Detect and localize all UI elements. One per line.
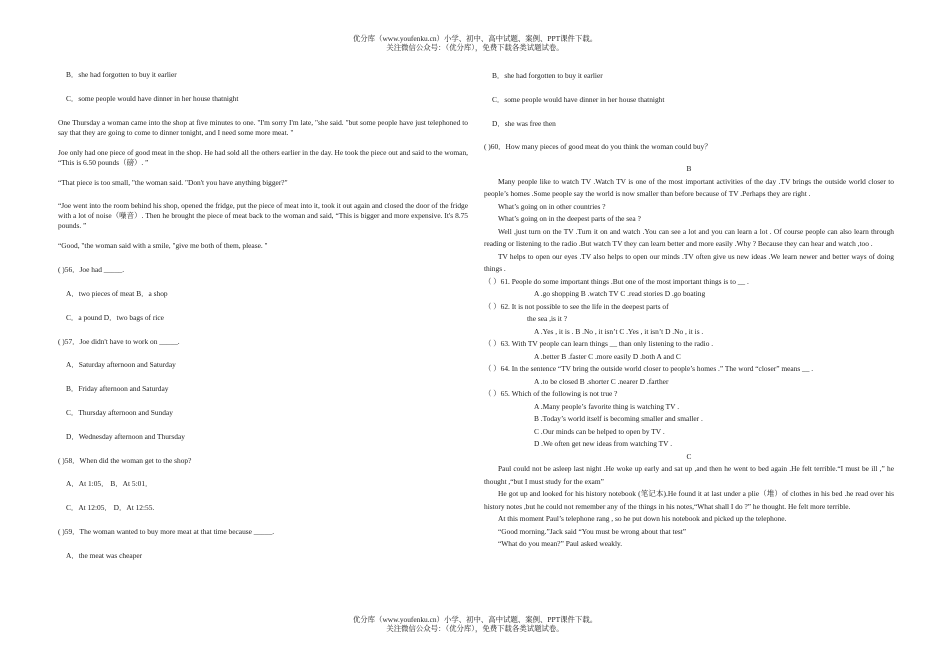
- section-c-paragraph-1: Paul could not be asleep last night .He woke up early and sat up ,and then he went to bed again .He felt terrible.“I must be ill ,” he thought ,“but I must study for the exam”: [484, 464, 894, 486]
- left-column: [58, 70, 468, 575]
- section-b-heading: B: [686, 164, 692, 174]
- question-65-option-a: A .Many people’s favorite thing is watching TV .: [534, 401, 680, 411]
- right-option-d: D．she was free then: [492, 118, 556, 128]
- header-line-1: 优分库（www.youfenku.cn）小学、初中、高中试题、案例、PPT课件下载。: [352, 34, 598, 43]
- section-b-paragraph-1: Many people like to watch TV .Watch TV is one of the most important activities of the day .TV brings the outside world closer to people’s homes .Some people say the world is now smaller than before because of TV .Perhaps they are right .: [484, 176, 894, 199]
- question-58-options-cd: C．At 12:05． D．At 12:55.: [66, 503, 155, 513]
- question-63-options: A .better B .faster C .more easily D .both A and C: [534, 351, 681, 361]
- header-line-2: 关注微信公众号：（优分库），免费下载各类试题试卷。: [386, 43, 564, 52]
- question-65-option-b: B .Today’s world itself is becoming smaller and smaller .: [534, 414, 703, 424]
- option-b-top: B．she had forgotten to buy it earlier: [66, 70, 177, 79]
- question-60: ( )60．How many pieces of good meat do you think the woman could buy？: [484, 142, 712, 152]
- question-62-continued: the sea ,is it ?: [527, 314, 568, 324]
- question-59-option-a: A．the meat was cheaper: [66, 550, 143, 560]
- story-paragraph-2: Joe only had one piece of good meat in the shop. He had sold all the others earlier in the day. He took the piece out and said to the woman, “This is 6.50 pounds（磅）. ”: [58, 147, 468, 167]
- question-57: ( )57．Joe didn't have to work on _____.: [58, 336, 180, 346]
- section-c-paragraph-5: “What do you mean?” Paul asked weakly.: [498, 539, 623, 549]
- option-c-top: C．some people would have dinner in her house thatnight: [66, 93, 239, 103]
- story-paragraph-5: “Good, "the woman said with a smile, "give me both of them, please. ": [58, 241, 268, 251]
- section-c-paragraph-2: He got up and looked for his history notebook (笔记本).He found it at last under a plie（堆）of clothes in his bed .he read over his history notes ,but he could not remember any of the things in his notes,“What shall I do ?” he thought. He felt more terrible.: [484, 489, 894, 511]
- section-b-line-2: What’s going on in the deepest parts of the sea ?: [498, 214, 641, 224]
- question-65-option-c: C .Our minds can be helped to open by TV .: [534, 426, 665, 436]
- footer-line-1: 优分库（www.youfenku.cn）小学、初中、高中试题、案例、PPT课件下载。: [352, 615, 598, 624]
- question-62: （ ）62. It is not possible to see the life in the deepest parts of: [484, 301, 669, 311]
- question-64: （ ）64. In the sentence “TV bring the outside world closer to people’s homes .” The word “closer” means __ .: [484, 364, 814, 374]
- question-65: （ ）65. Which of the following is not true ?: [484, 389, 618, 399]
- right-column: [484, 70, 894, 551]
- section-b-paragraph-2: Well ,just turn on the TV .Turn it on and watch .You can see a lot and you can learn a lot . Of course people can also learn through reading or listening to the radio .But watch TV they can learn better and more easily .Why ? Because they can hear and watch ,too .: [484, 226, 894, 249]
- story-paragraph-4: “Joe went into the room behind his shop, opened the fridge, put the piece of meat into it, took it out again and closed the door of the fridge with a lot of noise（噪音）. Then he brought the piece of meat back to the woman and said, “This is bigger and more expensive. It's 8.75 pounds. ”: [58, 201, 468, 231]
- question-58: ( )58．When did the woman get to the shop?: [58, 455, 192, 465]
- section-c-paragraph-3: At this moment Paul’s telephone rang , so he put down his notebook and picked up the telephone.: [498, 514, 787, 524]
- question-58-options-ab: A．At 1:05． B．At 5:01．: [66, 479, 153, 489]
- question-57-option-c: C．Thursday afternoon and Sunday: [66, 407, 173, 417]
- footer-line-2: 关注微信公众号：（优分库），免费下载各类试题试卷。: [386, 624, 564, 633]
- question-62-options: A .Yes , it is . B .No , it isn’t C .Yes , it isn’t D .No , it is .: [534, 326, 704, 336]
- right-option-c: C．some people would have dinner in her house thatnight: [492, 94, 665, 104]
- question-57-option-b: B．Friday afternoon and Saturday: [66, 384, 169, 394]
- question-64-options: A .to be closed B .shorter C .nearer D .farther: [534, 376, 669, 386]
- page-header: [0, 34, 950, 52]
- page-footer: [0, 615, 950, 633]
- question-57-option-d: D．Wednesday afternoon and Thursday: [66, 431, 185, 441]
- question-59: ( )59．The woman wanted to buy more meat at that time because _____.: [58, 526, 275, 536]
- question-57-option-a: A．Saturday afternoon and Saturday: [66, 360, 176, 370]
- story-paragraph-1: One Thursday a woman came into the shop at five minutes to one. "I'm sorry I'm late, "she said. "but some people have just telephoned to say that they are going to come to dinner tonight, and I need some more meat. ": [58, 117, 468, 137]
- section-c-paragraph-4: “Good morning.”Jack said “You must be wrong about that test”: [498, 526, 687, 536]
- question-65-option-d: D .We often get new ideas from watching TV .: [534, 439, 673, 449]
- section-b-line-1: What’s going on in other countries ?: [498, 201, 606, 211]
- question-56-options-cd: C．a pound D．two bags of rice: [66, 312, 164, 322]
- question-56: ( )56．Joe had _____.: [58, 265, 125, 275]
- question-61: （ ）61. People do some important things .But one of the most important things is to __ .: [484, 276, 749, 286]
- question-63: （ ）63. With TV people can learn things __ than only listening to the radio .: [484, 339, 714, 349]
- section-c-heading: C: [686, 451, 692, 461]
- story-paragraph-3: “That piece is too small, "the woman said. "Don't you have anything bigger?": [58, 177, 288, 187]
- question-56-options-ab: A．two pieces of meat B．a shop: [66, 288, 168, 298]
- question-61-options: A .go shopping B .watch TV C .read stories D .go boating: [534, 289, 706, 299]
- right-option-b: B．she had forgotten to buy it earlier: [492, 71, 603, 80]
- section-b-paragraph-3: TV helps to open our eyes .TV also helps to open our minds .TV often give us new ideas .We learn newer and better ways of doing things .: [484, 251, 894, 274]
